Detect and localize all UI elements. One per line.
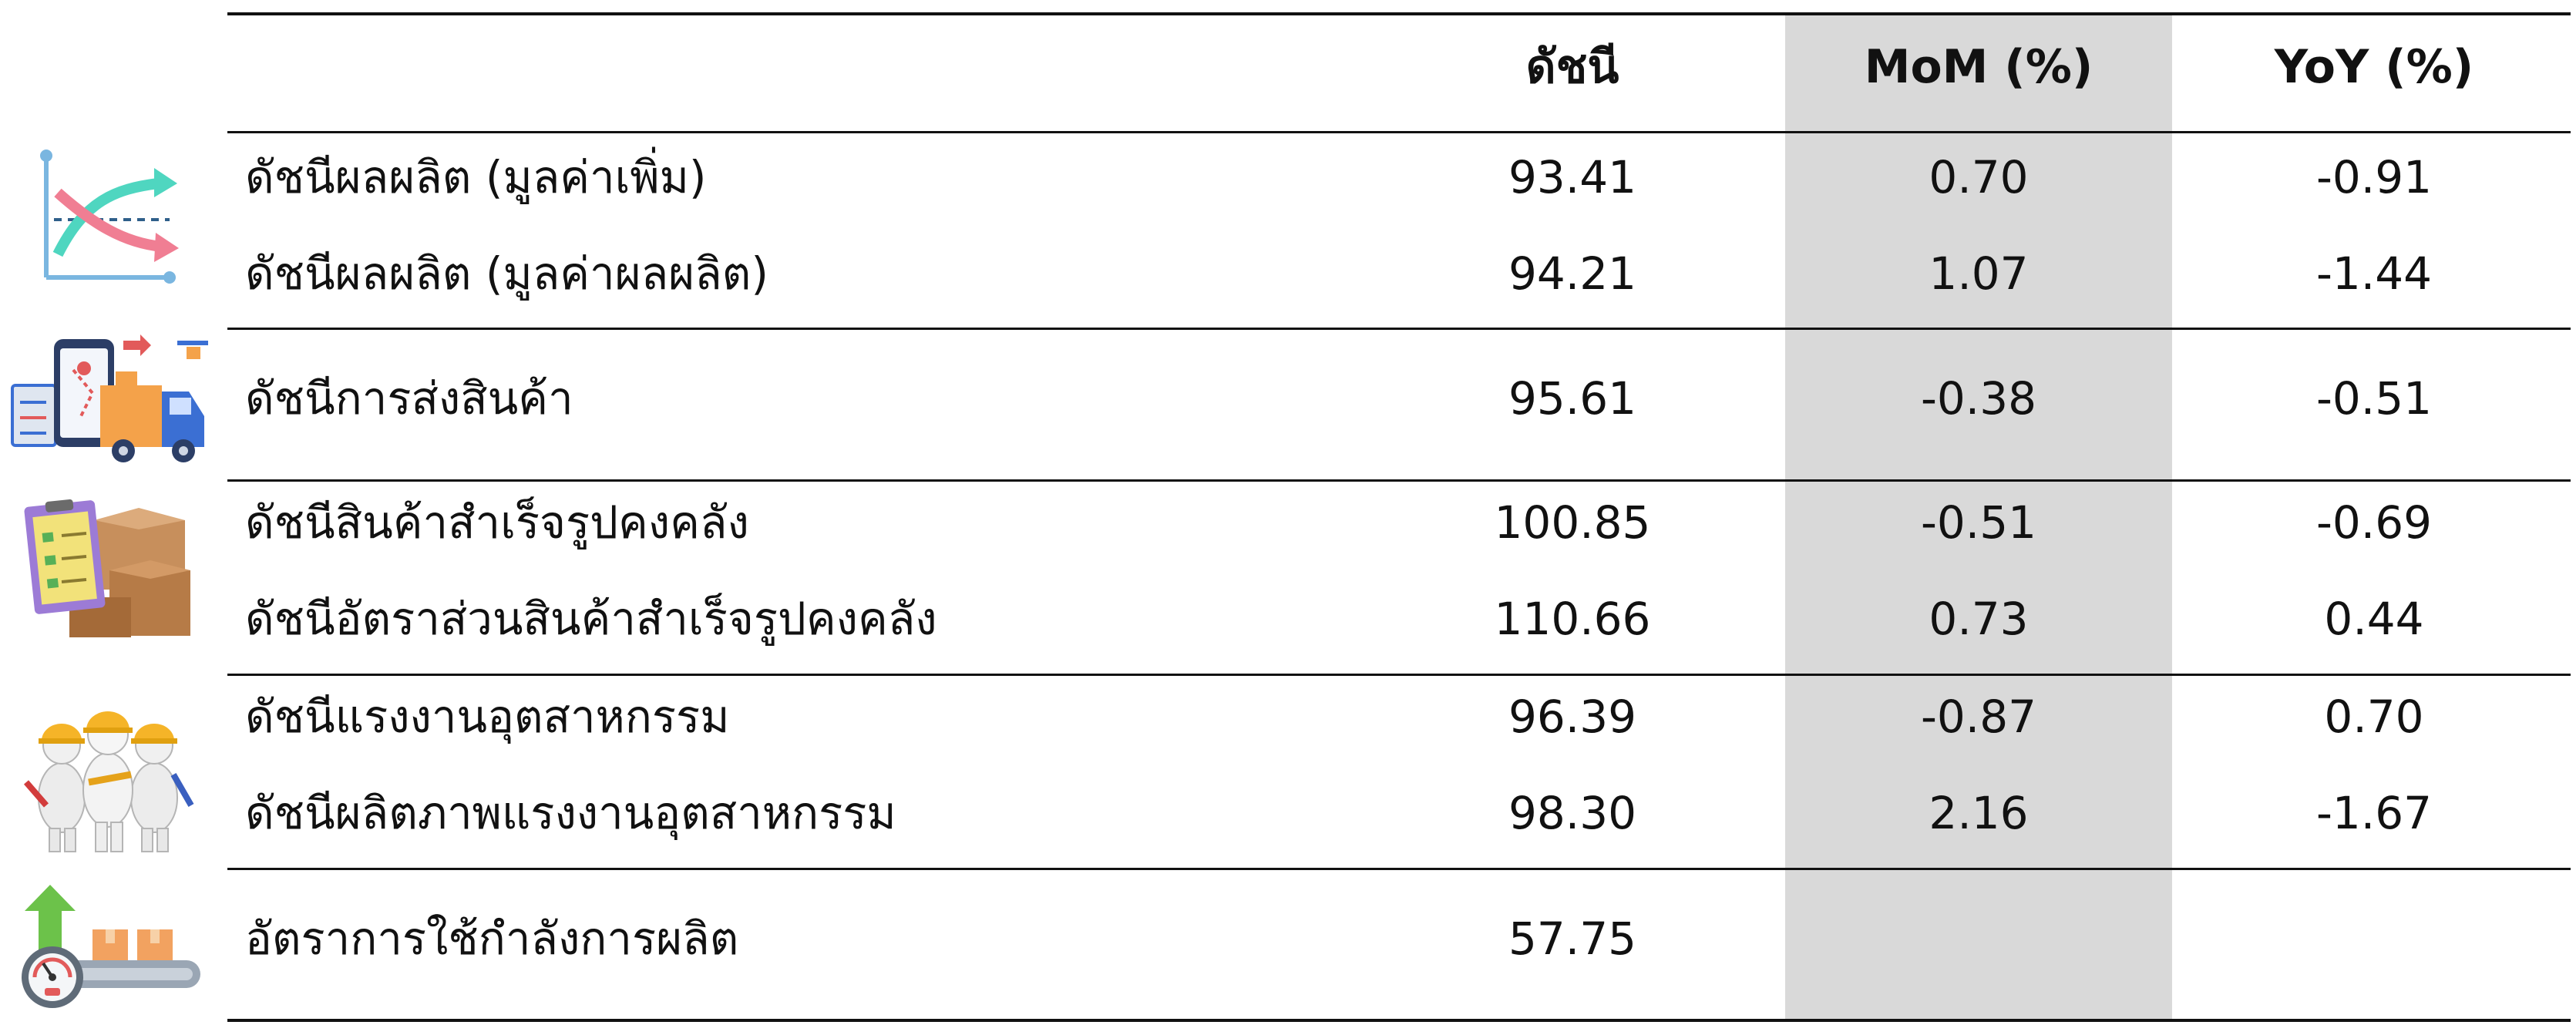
row-mom-value: -0.38: [1920, 372, 2037, 425]
row-mom-value: 0.70: [1929, 151, 2029, 203]
row-label: ดัชนีแรงงานอุตสาหกรรม: [245, 691, 730, 743]
row-label: ดัชนีผลผลิต (มูลค่าผลผลิต): [245, 247, 768, 300]
row-index-value: 95.61: [1508, 372, 1637, 425]
row-index-value: 110.66: [1494, 593, 1651, 645]
row-yoy-value: -0.69: [2315, 496, 2433, 549]
header-yoy: YoY (%): [2274, 40, 2474, 94]
row-yoy-value: -1.44: [2315, 247, 2433, 300]
group-rule: [227, 328, 2571, 330]
row-index-value: 96.39: [1508, 691, 1637, 743]
row-index-value: 93.41: [1508, 151, 1637, 203]
row-label: อัตราการใช้กำลังการผลิต: [245, 912, 739, 965]
group-rule: [227, 868, 2571, 870]
row-yoy-value: -0.91: [2315, 151, 2433, 203]
row-yoy-value: -1.67: [2315, 787, 2433, 839]
row-yoy-value: 0.70: [2324, 691, 2424, 743]
header-mom: MoM (%): [1864, 40, 2093, 94]
workers-icon: [15, 690, 200, 855]
row-label: ดัชนีผลผลิต (มูลค่าเพิ่ม): [245, 151, 707, 203]
row-index-value: 57.75: [1508, 912, 1637, 965]
row-label: ดัชนีสินค้าสำเร็จรูปคงคลัง: [245, 496, 749, 549]
row-index-value: 94.21: [1508, 247, 1637, 300]
row-mom-value: 2.16: [1929, 787, 2029, 839]
row-yoy-value: -0.51: [2315, 372, 2433, 425]
row-mom-value: [1785, 904, 2172, 973]
row-mom-value: -0.51: [1920, 496, 2037, 549]
inventory-boxes-icon: [23, 497, 193, 640]
row-label: ดัชนีอัตราส่วนสินค้าสำเร็จรูปคงคลัง: [245, 593, 937, 645]
row-label: ดัชนีผลิตภาพแรงงานอุตสาหกรรม: [245, 787, 896, 839]
row-index-value: 98.30: [1508, 787, 1637, 839]
capacity-gauge-icon: [15, 879, 208, 1017]
row-yoy-value: 0.44: [2324, 593, 2424, 645]
table-top-rule: [227, 12, 2571, 15]
group-rule: [227, 674, 2571, 676]
row-label: ดัชนีการส่งสินค้า: [245, 372, 573, 425]
table-bottom-rule: [227, 1019, 2571, 1022]
row-mom-value: 0.73: [1929, 593, 2029, 645]
delivery-truck-icon: [8, 324, 216, 466]
row-mom-value: 1.07: [1929, 247, 2029, 300]
header-rule: [227, 131, 2571, 133]
trend-chart-icon: [23, 146, 185, 293]
row-mom-value: -0.87: [1920, 691, 2037, 743]
group-rule: [227, 479, 2571, 482]
header-index: ดัชนี: [1525, 40, 1619, 94]
row-yoy-value: [2220, 904, 2528, 973]
row-index-value: 100.85: [1494, 496, 1651, 549]
